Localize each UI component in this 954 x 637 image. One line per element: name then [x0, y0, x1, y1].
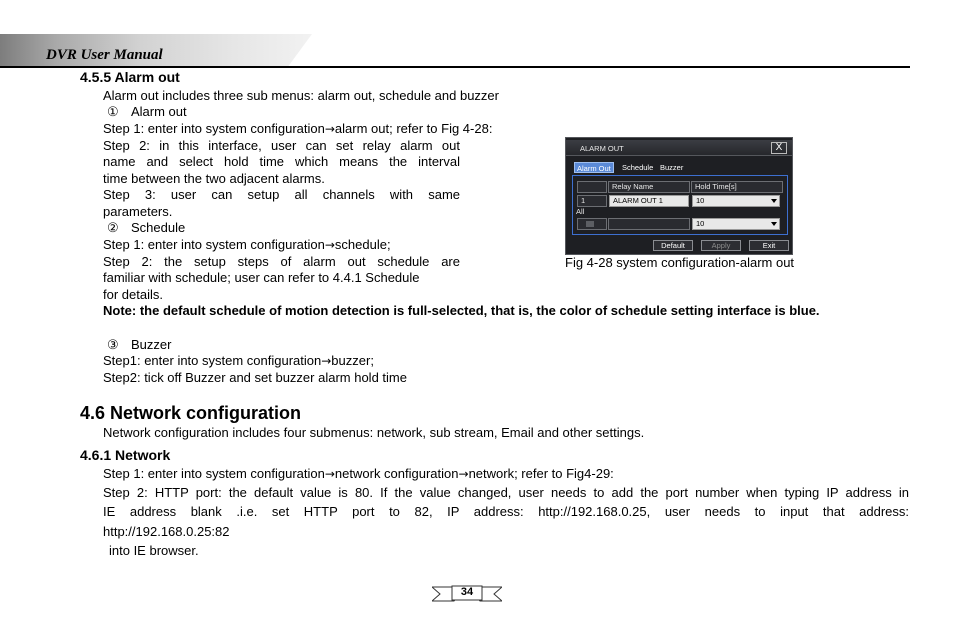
hold-time-select[interactable]: [692, 195, 780, 207]
step-text: buzzer;: [331, 353, 374, 368]
tab-buzzer[interactable]: Buzzer: [660, 163, 684, 172]
alarm-out-step2-line2: name and select hold time which means the interval: [103, 154, 460, 169]
alarm-out-panel: [572, 175, 788, 235]
sub-marker-2: ②: [107, 220, 119, 235]
arrow-icon: →: [458, 467, 469, 481]
apply-button[interactable]: Apply: [701, 240, 741, 251]
manual-title: DVR User Manual: [46, 47, 163, 63]
section-heading-alarm-out: 4.5.5 Alarm out: [80, 69, 180, 85]
step-text: schedule;: [334, 237, 391, 252]
step-text: Step 1: enter into system configuration: [103, 121, 325, 136]
chevron-down-icon: [771, 222, 777, 226]
hold-time-value: 10: [696, 196, 705, 205]
exit-button[interactable]: Exit: [749, 240, 789, 251]
tab-alarm-out[interactable]: Alarm Out: [574, 162, 614, 173]
alarm-out-step1: [103, 121, 492, 137]
figure-caption: Fig 4-28 system configuration-alarm out: [565, 255, 795, 270]
column-header-hold-time: Hold Time[s]: [691, 181, 783, 193]
sub-label-alarm-out: Alarm out: [131, 104, 187, 119]
all-label: All: [576, 207, 585, 216]
arrow-icon: →: [324, 467, 335, 481]
all-hold-time-select[interactable]: [692, 218, 780, 230]
close-icon[interactable]: X: [771, 142, 787, 154]
default-button[interactable]: Default: [653, 240, 693, 251]
network-step2-line1: Step 2: HTTP port: the default value is 80. If the value changed, user needs to add the port number when typing IP address in: [103, 485, 909, 500]
schedule-note: Note: the default schedule of motion detection is full-selected, that is, the color of schedule setting interface is blue.: [103, 303, 820, 318]
hold-time-value: 10: [696, 219, 705, 228]
step-text: Step1: enter into system configuration: [103, 353, 322, 368]
network-step2-line3: http://192.168.0.25:82: [103, 524, 230, 539]
all-relay-name-cell: [608, 218, 690, 230]
step-text: alarm out; refer to Fig 4-28:: [334, 121, 493, 136]
dialog-title: ALARM OUT: [580, 144, 624, 153]
arrow-icon: →: [324, 238, 335, 252]
page-number: 34: [460, 586, 474, 598]
step-text: network configuration: [334, 466, 459, 481]
dialog-title-bar: [566, 140, 792, 156]
alarm-out-intro: Alarm out includes three sub menus: alarm out, schedule and buzzer: [103, 88, 499, 103]
buzzer-step2: Step2: tick off Buzzer and set buzzer alarm hold time: [103, 370, 407, 385]
alarm-out-step3-line1: Step 3: user can setup all channels with same: [103, 187, 460, 202]
header-rule: [0, 66, 910, 68]
schedule-step2-line3: for details.: [103, 287, 163, 302]
buzzer-step1: [103, 353, 374, 369]
sub-marker-1: ①: [107, 104, 119, 119]
sub-marker-3: ③: [107, 337, 119, 352]
step-text: Step 1: enter into system configuration: [103, 466, 325, 481]
schedule-step1: [103, 237, 391, 253]
step-text: Step 1: enter into system configuration: [103, 237, 325, 252]
column-header-relay-name: Relay Name: [608, 181, 690, 193]
alarm-out-step2-line3: time between the two adjacent alarms.: [103, 171, 325, 186]
sub-label-buzzer: Buzzer: [131, 337, 172, 352]
network-step2-line4: into IE browser.: [109, 543, 199, 558]
section-heading-network-configuration: 4.6 Network configuration: [80, 403, 302, 423]
network-configuration-intro: Network configuration includes four submenus: network, sub stream, Email and other settings.: [103, 425, 645, 440]
header-index-cell: [577, 181, 607, 193]
arrow-icon: →: [324, 122, 335, 136]
step-text: network; refer to Fig4-29:: [468, 466, 614, 481]
relay-name-input[interactable]: ALARM OUT 1: [609, 195, 689, 207]
schedule-step2-line1: Step 2: the setup steps of alarm out schedule are: [103, 254, 460, 269]
chevron-down-icon: [771, 199, 777, 203]
row-index: 1: [577, 195, 607, 207]
arrow-icon: →: [321, 354, 332, 368]
alarm-out-step3-line2: parameters.: [103, 204, 173, 219]
alarm-out-step2-line1: Step 2: in this interface, user can set relay alarm out: [103, 138, 460, 153]
alarm-out-dialog-screenshot: [565, 137, 793, 255]
all-row-index-cell: [577, 218, 607, 230]
network-step2-line2: IE address blank .i.e. set HTTP port to 82, IP address: http://192.168.0.25, user needs to input that address:: [103, 504, 909, 519]
section-heading-network: 4.6.1 Network: [80, 447, 171, 463]
schedule-step2-line2: familiar with schedule; user can refer to 4.4.1 Schedule: [103, 270, 420, 285]
all-checkbox[interactable]: [586, 221, 594, 227]
network-step1: [103, 466, 614, 482]
tab-schedule[interactable]: Schedule: [622, 163, 654, 172]
sub-label-schedule: Schedule: [131, 220, 186, 235]
